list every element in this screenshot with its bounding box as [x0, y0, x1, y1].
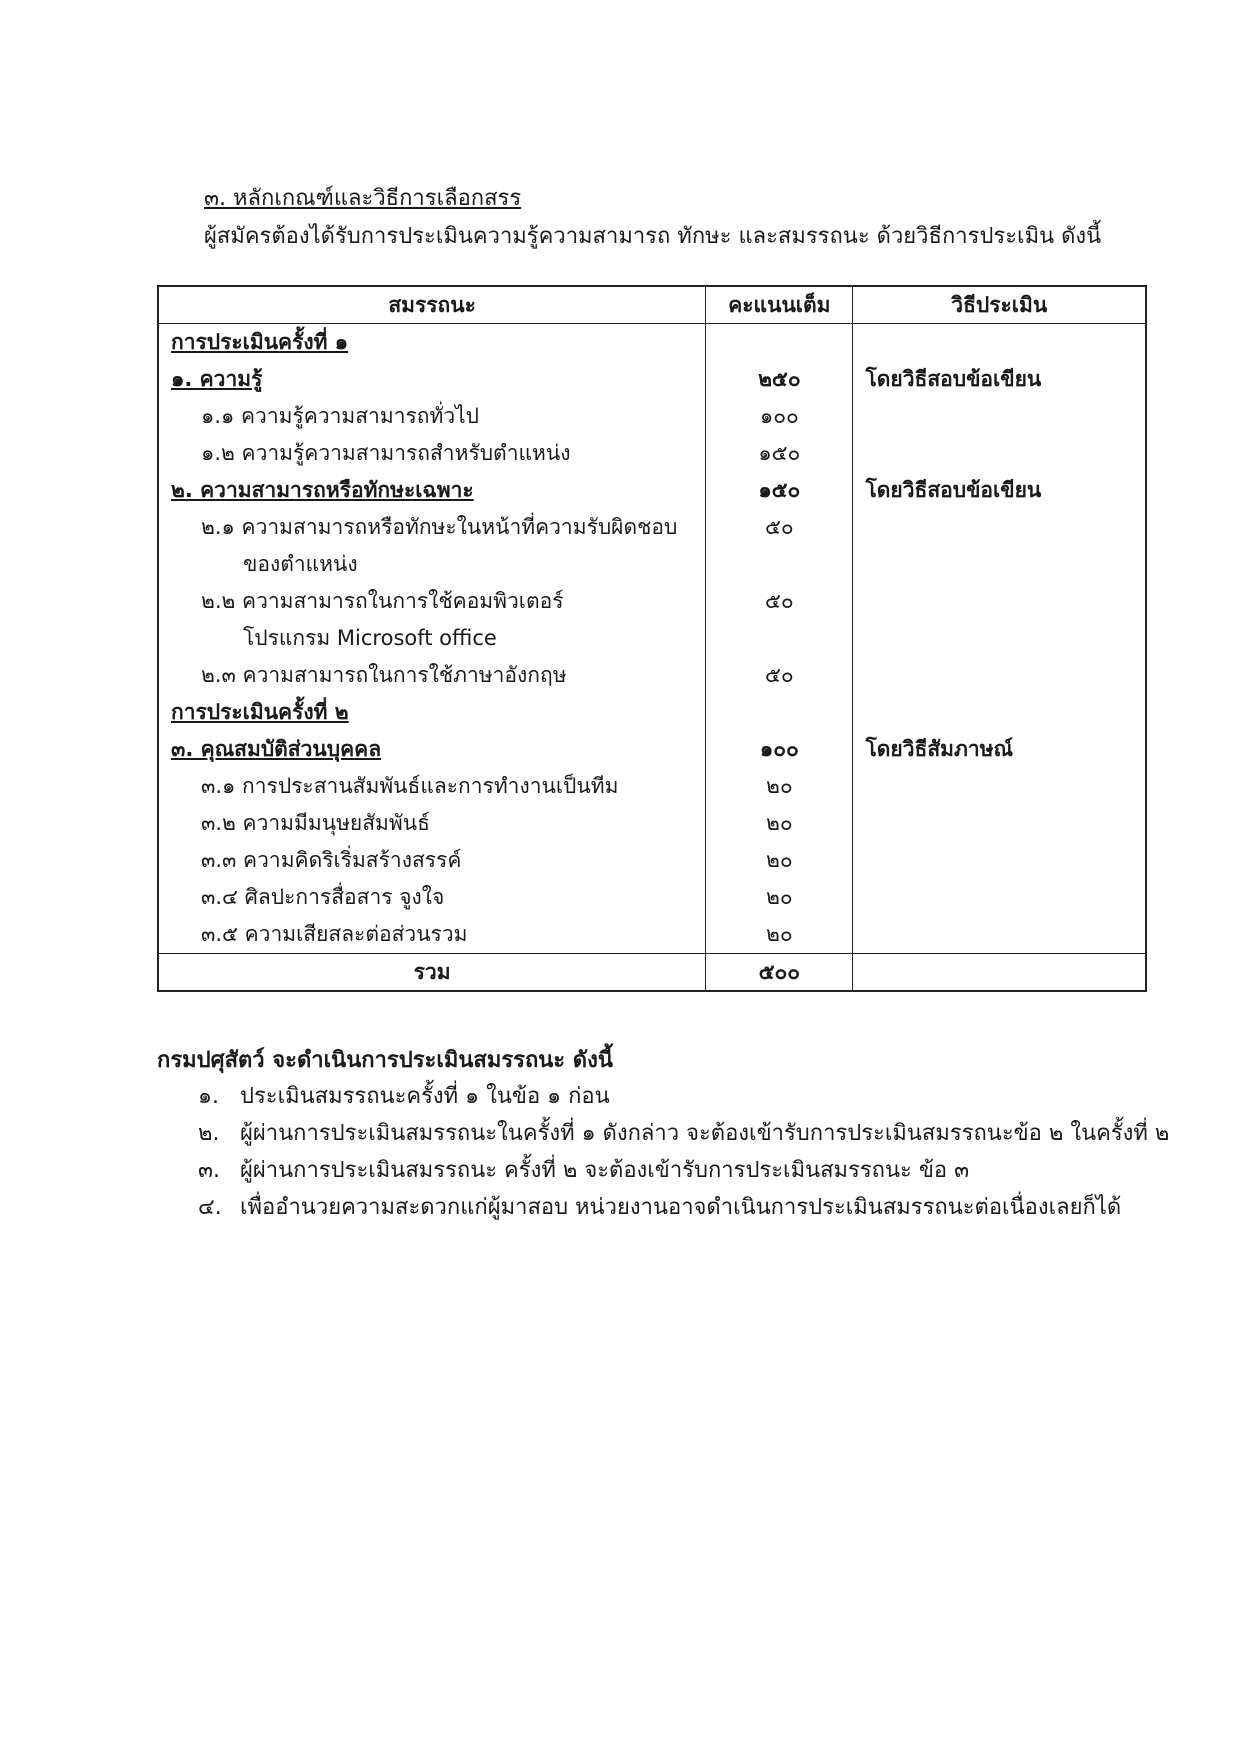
row-method: โดยวิธีสอบข้อเขียน [853, 361, 1146, 398]
row-method [853, 805, 1146, 842]
step-text: เพื่ออำนวยความสะดวกแก่ผู้มาสอบ หน่วยงานอาจดำเนินการประเมินสมรรถนะต่อเนื่องเลยก็ได้ [240, 1195, 1122, 1220]
step-number: ๔. [198, 1195, 222, 1220]
row-method [853, 398, 1146, 435]
header-full-score: คะแนนเต็ม [706, 286, 853, 324]
row-competency: การประเมินครั้งที่ ๑ [158, 324, 706, 362]
row-score: ๒๕๐ [706, 361, 853, 398]
table-row [158, 620, 1146, 657]
row-score [706, 324, 853, 362]
step-number: ๒. [198, 1121, 220, 1146]
step-text: ผู้ผ่านการประเมินสมรรถนะในครั้งที่ ๑ ดังกล่าว จะต้องเข้ารับการประเมินสมรรถนะข้อ ๒ ในครั้งที่ ๒ [240, 1121, 1170, 1146]
row-method [853, 583, 1146, 620]
table-row [158, 509, 1146, 546]
table-row [158, 398, 1146, 435]
table-row [158, 842, 1146, 879]
list-item [198, 1078, 1169, 1115]
section-title: ๓. หลักเกณฑ์และวิธีการเลือกสรร [204, 186, 522, 211]
row-method [853, 916, 1146, 954]
step-text: ผู้ผ่านการประเมินสมรรถนะ ครั้งที่ ๒ จะต้องเข้ารับการประเมินสมรรถนะ ข้อ ๓ [240, 1158, 970, 1183]
row-score: ๑๕๐ [706, 435, 853, 472]
list-item [198, 1189, 1169, 1226]
row-competency: ๒. ความสามารถหรือทักษะเฉพาะ [158, 472, 706, 509]
table-total-row [158, 954, 1146, 992]
list-item [198, 1115, 1169, 1152]
row-score [706, 694, 853, 731]
row-competency: ๑.๒ ความรู้ความสามารถสำหรับตำแหน่ง [158, 435, 706, 472]
row-competency: ๒.๑ ความสามารถหรือทักษะในหน้าที่ความรับผิดชอบ [158, 509, 706, 546]
table-row [158, 324, 1146, 362]
row-score [706, 620, 853, 657]
row-method [853, 768, 1146, 805]
list-item [198, 1152, 1169, 1189]
header-competency: สมรรถนะ [158, 286, 706, 324]
row-competency: ๓.๓ ความคิดริเริ่มสร้างสรรค์ [158, 842, 706, 879]
row-score [706, 546, 853, 583]
table-row [158, 657, 1146, 694]
table-row [158, 361, 1146, 398]
row-competency: ๑.๑ ความรู้ความสามารถทั่วไป [158, 398, 706, 435]
header-method: วิธีประเมิน [853, 286, 1146, 324]
steps-list [198, 1078, 1169, 1226]
row-method: โดยวิธีสัมภาษณ์ [853, 731, 1146, 768]
table-row [158, 546, 1146, 583]
row-score: ๒๐ [706, 805, 853, 842]
row-method: โดยวิธีสอบข้อเขียน [853, 472, 1146, 509]
row-method [853, 879, 1146, 916]
competency-table [157, 285, 1147, 992]
step-text: ประเมินสมรรถนะครั้งที่ ๑ ในข้อ ๑ ก่อน [240, 1084, 610, 1109]
row-competency: ๒.๒ ความสามารถในการใช้คอมพิวเตอร์ [158, 583, 706, 620]
table-row [158, 435, 1146, 472]
department-title: กรมปศุสัตว์ จะดำเนินการประเมินสมรรถนะ ดังนี้ [157, 1048, 613, 1073]
table-header-row [158, 286, 1146, 324]
row-score: ๕๐ [706, 583, 853, 620]
row-method [853, 546, 1146, 583]
table-row [158, 694, 1146, 731]
table-row [158, 916, 1146, 954]
section-intro: ผู้สมัครต้องได้รับการประเมินความรู้ความสามารถ ทักษะ และสมรรถนะ ด้วยวิธีการประเมิน ดังนี้ [204, 224, 1102, 249]
row-score: ๒๐ [706, 879, 853, 916]
row-method [853, 842, 1146, 879]
table-row [158, 879, 1146, 916]
row-competency: ๓.๑ การประสานสัมพันธ์และการทำงานเป็นทีม [158, 768, 706, 805]
row-method [853, 620, 1146, 657]
row-competency: ๒.๓ ความสามารถในการใช้ภาษาอังกฤษ [158, 657, 706, 694]
table-row [158, 768, 1146, 805]
row-score: ๒๐ [706, 842, 853, 879]
row-method [853, 509, 1146, 546]
row-method [853, 657, 1146, 694]
step-number: ๑. [198, 1084, 219, 1109]
table-row [158, 805, 1146, 842]
row-score: ๒๐ [706, 768, 853, 805]
table-row [158, 731, 1146, 768]
row-score: ๑๐๐ [706, 731, 853, 768]
table-body [158, 324, 1146, 954]
row-competency: ๑. ความรู้ [158, 361, 706, 398]
row-score: ๕๐ [706, 657, 853, 694]
table-row [158, 583, 1146, 620]
row-competency: โปรแกรม Microsoft office [158, 620, 706, 657]
total-method [853, 954, 1146, 992]
row-competency: ของตำแหน่ง [158, 546, 706, 583]
row-method [853, 435, 1146, 472]
row-competency: ๓.๕ ความเสียสละต่อส่วนรวม [158, 916, 706, 954]
row-method [853, 694, 1146, 731]
row-competency: ๓.๒ ความมีมนุษยสัมพันธ์ [158, 805, 706, 842]
row-method [853, 324, 1146, 362]
row-competency: ๓.๔ ศิลปะการสื่อสาร จูงใจ [158, 879, 706, 916]
total-label: รวม [158, 954, 706, 992]
row-competency: ๓. คุณสมบัติส่วนบุคคล [158, 731, 706, 768]
step-number: ๓. [198, 1158, 221, 1183]
row-score: ๑๕๐ [706, 472, 853, 509]
table-row [158, 472, 1146, 509]
row-competency: การประเมินครั้งที่ ๒ [158, 694, 706, 731]
total-score: ๕๐๐ [706, 954, 853, 992]
row-score: ๒๐ [706, 916, 853, 954]
row-score: ๑๐๐ [706, 398, 853, 435]
row-score: ๕๐ [706, 509, 853, 546]
